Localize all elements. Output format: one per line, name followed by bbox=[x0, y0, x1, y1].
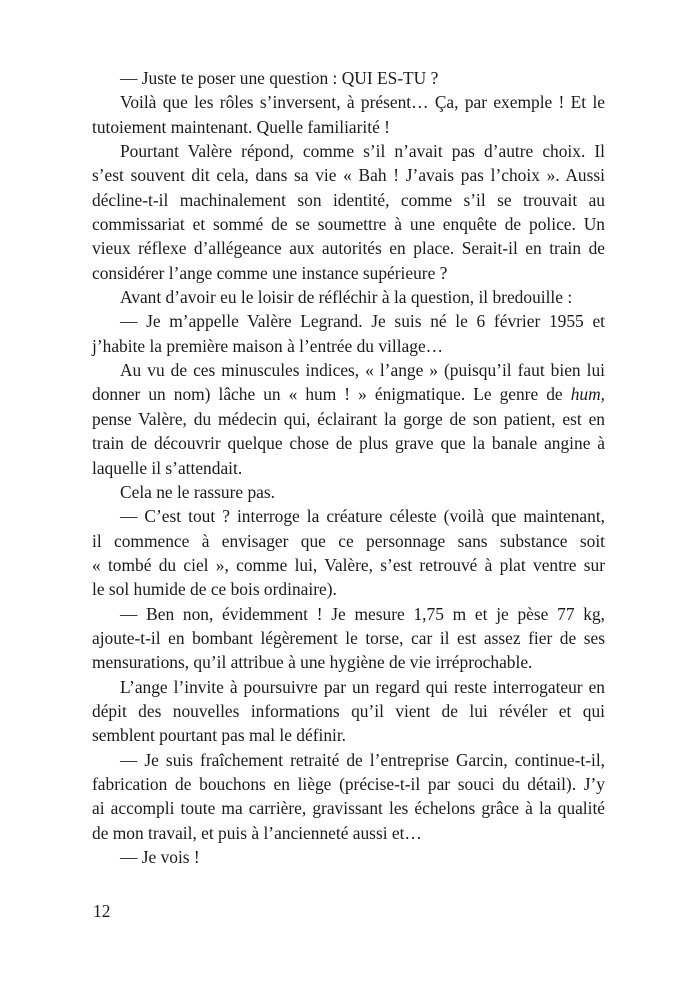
text-segment: Au vu de ces minuscules indices, « l’ange » (puisqu’il faut bien lui bbox=[120, 360, 605, 381]
text-segment: semblent pourtant pas mal le définir. bbox=[92, 725, 347, 746]
text-segment: train de découvrir quelque chose de plus grave que la banale angine à bbox=[92, 433, 605, 454]
text-line bbox=[92, 66, 605, 90]
italic-text: hum, bbox=[570, 384, 605, 405]
text-segment: donner un nom) lâche un « hum ! » énigmatique. Le genre de bbox=[92, 384, 571, 405]
text-line bbox=[92, 261, 605, 285]
paragraph bbox=[92, 285, 605, 309]
text-line bbox=[92, 115, 605, 139]
text-line bbox=[92, 723, 605, 747]
text-line bbox=[92, 407, 605, 431]
text-line bbox=[92, 553, 605, 577]
text-segment: ajoute-t-il en bombant légèrement le torse, car il est assez fier de ses bbox=[92, 627, 605, 648]
text-segment: « tombé du ciel », comme lui, Valère, s’est retrouvé à plat ventre sur bbox=[92, 554, 605, 575]
paragraph bbox=[92, 845, 605, 869]
paragraph bbox=[92, 309, 605, 358]
text-segment: le sol humide de ce bois ordinaire). bbox=[92, 579, 337, 600]
paragraph bbox=[92, 602, 605, 675]
text-segment: Pourtant Valère répond, comme s’il n’avait pas d’autre choix. Il bbox=[120, 141, 605, 162]
text-segment: — Je vois ! bbox=[120, 847, 200, 867]
text-line bbox=[92, 796, 605, 820]
text-segment: considérer l’ange comme une instance supérieure ? bbox=[92, 262, 448, 283]
text-segment: j’habite la première maison à l’entrée du village… bbox=[92, 335, 444, 356]
text-segment: L’ange l’invite à poursuivre par un regard qui reste interrogateur en bbox=[120, 676, 605, 697]
text-line bbox=[92, 675, 605, 699]
text-segment: Voilà que les rôles s’inversent, à présent… Ça, par exemple ! Et le bbox=[120, 92, 605, 113]
text-line bbox=[92, 772, 605, 796]
text-line bbox=[92, 90, 605, 114]
text-line bbox=[92, 577, 605, 601]
text-line bbox=[92, 821, 605, 845]
text-segment: dépit des nouvelles informations qu’il vient de lui révéler et qui bbox=[92, 700, 605, 721]
text-segment: ai accompli toute ma carrière, gravissant les échelons grâce à la qualité bbox=[92, 798, 605, 819]
text-segment: Avant d’avoir eu le loisir de réfléchir à la question, il bredouille : bbox=[120, 287, 573, 308]
page-number: 12 bbox=[93, 901, 111, 921]
text-line bbox=[92, 139, 605, 163]
text-segment: Cela ne le rassure pas. bbox=[120, 481, 276, 502]
text-line bbox=[92, 236, 605, 260]
text-line bbox=[92, 431, 605, 455]
text-line bbox=[92, 480, 605, 504]
text-segment: — C’est tout ? interroge la créature céleste (voilà que maintenant, bbox=[120, 506, 605, 527]
text-segment: fabrication de bouchons en liège (précise-t-il par souci du détail). J’y bbox=[92, 773, 605, 794]
text-segment: — Je m’appelle Valère Legrand. Je suis né le 6 février 1955 et bbox=[120, 311, 605, 332]
text-line bbox=[92, 748, 605, 772]
paragraph bbox=[92, 139, 605, 285]
paragraph bbox=[92, 748, 605, 845]
text-line bbox=[92, 529, 605, 553]
text-segment: vieux réflexe d’allégeance aux autorités en place. Serait-il en train de bbox=[92, 238, 605, 259]
text-line bbox=[92, 626, 605, 650]
text-line bbox=[92, 285, 605, 309]
text-segment: tutoiement maintenant. Quelle familiarité ! bbox=[92, 116, 390, 137]
text-line bbox=[92, 456, 605, 480]
paragraph bbox=[92, 358, 605, 480]
text-line bbox=[92, 358, 605, 382]
paragraph bbox=[92, 480, 605, 504]
text-segment: pense Valère, du médecin qui, éclairant la gorge de son patient, est en bbox=[92, 408, 605, 429]
text-line bbox=[92, 699, 605, 723]
paragraph bbox=[92, 66, 605, 90]
paragraph bbox=[92, 675, 605, 748]
text-line bbox=[92, 212, 605, 236]
text-line bbox=[92, 650, 605, 674]
text-line bbox=[92, 382, 605, 406]
paragraph bbox=[92, 90, 605, 139]
text-line bbox=[92, 188, 605, 212]
text-segment: — Je suis fraîchement retraité de l’entreprise Garcin, continue-t-il, bbox=[120, 749, 605, 770]
text-line bbox=[92, 602, 605, 626]
text-segment: mensurations, qu’il attribue à une hygiène de vie irréprochable. bbox=[92, 652, 533, 673]
text-segment: — Ben non, évidemment ! Je mesure 1,75 m et je pèse 77 kg, bbox=[120, 603, 605, 624]
text-line bbox=[92, 334, 605, 358]
text-segment: — Juste te poser une question : QUI ES-TU ? bbox=[120, 68, 439, 88]
text-segment: s’est souvent dit cela, dans sa vie « Bah ! J’avais pas l’choix ». Aussi bbox=[92, 165, 605, 186]
paragraph bbox=[92, 504, 605, 601]
text-line bbox=[92, 504, 605, 528]
text-line bbox=[92, 163, 605, 187]
text-segment: il commence à envisager que ce personnage sans substance soit bbox=[92, 530, 605, 551]
text-segment: commissariat et sommé de se soumettre à une enquête de police. Un bbox=[92, 214, 605, 235]
text-segment: décline-t-il machinalement son identité, comme s’il se trouvait au bbox=[92, 189, 605, 210]
text-segment: de mon travail, et puis à l’ancienneté aussi et… bbox=[92, 822, 422, 843]
text-line bbox=[92, 309, 605, 333]
page-text bbox=[92, 66, 605, 869]
text-line bbox=[92, 845, 605, 869]
text-segment: laquelle il s’attendait. bbox=[92, 457, 243, 478]
